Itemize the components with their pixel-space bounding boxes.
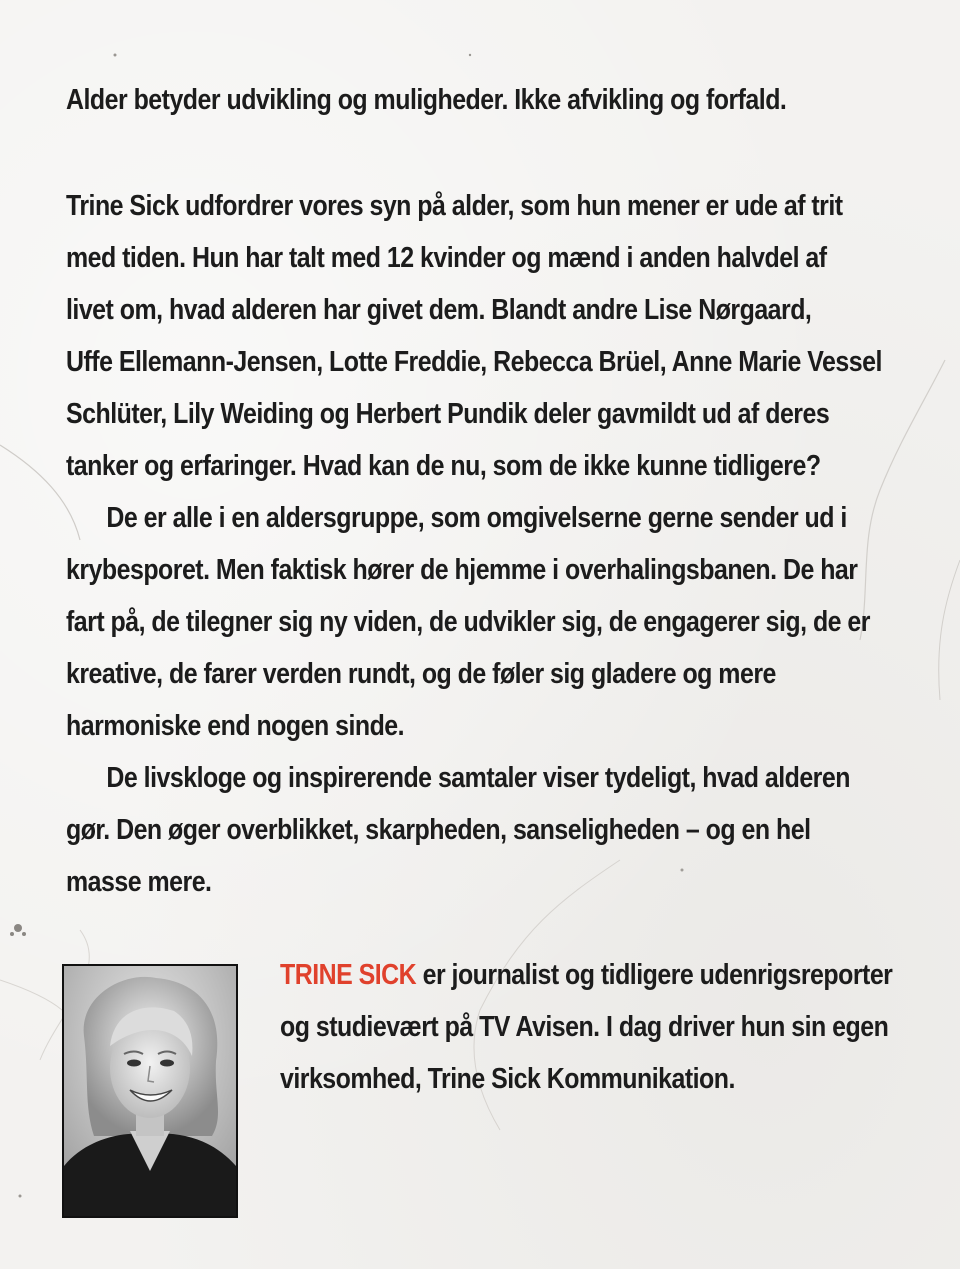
blurb-line: Trine Sick udfordrer vores syn på alder, som hun mener er ude af trit [66,190,843,222]
blurb-line: krybesporet. Men faktisk hører de hjemme i overhalingsbanen. De har [66,554,858,586]
blurb-line: med tiden. Hun har talt med 12 kvinder og mænd i anden halvdel af [66,242,827,274]
author-name: TRINE SICK [280,959,417,991]
blurb-line: tanker og erfaringer. Hvad kan de nu, som de ikke kunne tidligere? [66,450,821,482]
blurb-line: kreative, de farer verden rundt, og de føler sig gladere og mere [66,658,776,690]
bio-line: virksomhed, Trine Sick Kommunikation. [280,1063,735,1095]
author-photo [62,964,238,1218]
bio-text: er journalist og tidligere udenrigsreporter [416,959,893,991]
blurb-line: De er alle i en aldersgruppe, som omgivelserne gerne sender ud i [106,502,847,534]
blurb-line: livet om, hvad alderen har givet dem. Blandt andre Lise Nørgaard, [66,294,812,326]
blurb-line: fart på, de tilegner sig ny viden, de udvikler sig, de engagerer sig, de er [66,606,870,638]
tagline-text: Alder betyder udvikling og muligheder. Ikke afvikling og forfald. [66,84,787,116]
blurb-line: harmoniske end nogen sinde. [66,710,405,742]
blurb-line: Uffe Ellemann-Jensen, Lotte Freddie, Rebecca Brüel, Anne Marie Vessel [66,346,882,378]
blurb [66,180,882,908]
blurb-line: De livskloge og inspirerende samtaler viser tydeligt, hvad alderen [106,762,850,794]
author-bio [280,949,893,1105]
blurb-line: Schlüter, Lily Weiding og Herbert Pundik deler gavmildt ud af deres [66,398,830,430]
tagline [66,74,814,126]
bio-line: og studievært på TV Avisen. I dag driver hun sin egen [280,1011,889,1043]
blurb-line: masse mere. [66,866,212,898]
author-portrait-image [64,966,236,1216]
bio-line [280,949,893,1001]
blurb-line: gør. Den øger overblikket, skarpheden, sanseligheden – og en hel [66,814,811,846]
